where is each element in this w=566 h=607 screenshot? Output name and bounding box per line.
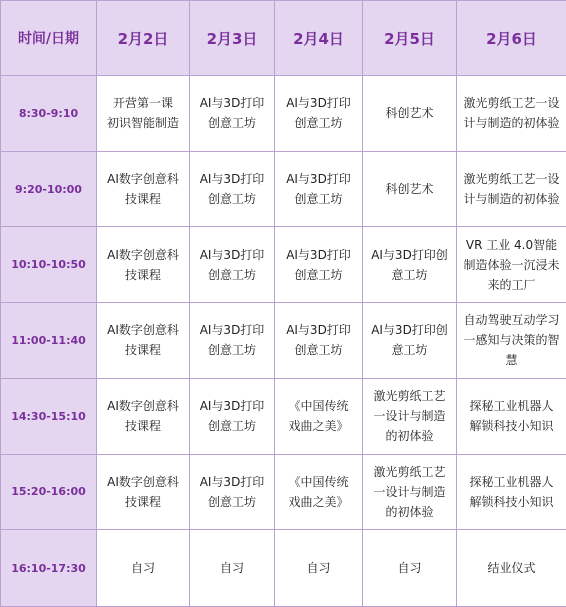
session-cell: AI与3D打印 创意工坊 bbox=[190, 227, 275, 303]
session-cell: AI与3D打印 创意工坊 bbox=[190, 151, 275, 227]
time-slot: 8:30-9:10 bbox=[1, 76, 97, 152]
table-row bbox=[1, 151, 566, 227]
session-cell: AI数字创意科 技课程 bbox=[97, 454, 190, 530]
date-header: 2月2日 bbox=[97, 1, 190, 76]
corner-header: 时间/日期 bbox=[1, 1, 97, 76]
session-cell: AI与3D打印创 意工坊 bbox=[363, 227, 457, 303]
session-cell: AI与3D打印 创意工坊 bbox=[190, 76, 275, 152]
session-cell: AI与3D打印 创意工坊 bbox=[190, 378, 275, 454]
date-header: 2月6日 bbox=[457, 1, 566, 76]
session-cell: 《中国传统 戏曲之美》 bbox=[275, 454, 363, 530]
session-cell: AI与3D打印 创意工坊 bbox=[275, 151, 363, 227]
session-cell: VR 工业 4.0智能 制造体验一沉浸未 来的工厂 bbox=[457, 227, 566, 303]
session-cell: 自习 bbox=[363, 530, 457, 607]
session-cell: 激光剪纸工艺 一设计与制造 的初体验 bbox=[363, 454, 457, 530]
session-cell: AI数字创意科 技课程 bbox=[97, 378, 190, 454]
date-header: 2月5日 bbox=[363, 1, 457, 76]
time-slot: 14:30-15:10 bbox=[1, 378, 97, 454]
session-cell: AI数字创意科 技课程 bbox=[97, 227, 190, 303]
date-header: 2月3日 bbox=[190, 1, 275, 76]
session-cell: 自习 bbox=[275, 530, 363, 607]
time-slot: 9:20-10:00 bbox=[1, 151, 97, 227]
session-cell: AI与3D打印 创意工坊 bbox=[190, 303, 275, 379]
table-row bbox=[1, 227, 566, 303]
time-slot: 10:10-10:50 bbox=[1, 227, 97, 303]
session-cell: 激光剪纸工艺一设 计与制造的初体验 bbox=[457, 151, 566, 227]
session-cell: 探秘工业机器人 解锁科技小知识 bbox=[457, 454, 566, 530]
session-cell: 科创艺术 bbox=[363, 76, 457, 152]
session-cell: 自习 bbox=[190, 530, 275, 607]
table-row bbox=[1, 303, 566, 379]
table-row bbox=[1, 76, 566, 152]
table-row bbox=[1, 454, 566, 530]
header-row bbox=[1, 1, 566, 76]
session-cell: 自习 bbox=[97, 530, 190, 607]
session-cell: 自动驾驶互动学习 一感知与决策的智 慧 bbox=[457, 303, 566, 379]
session-cell: AI与3D打印创 意工坊 bbox=[363, 303, 457, 379]
session-cell: AI数字创意科 技课程 bbox=[97, 151, 190, 227]
time-slot: 16:10-17:30 bbox=[1, 530, 97, 607]
date-header: 2月4日 bbox=[275, 1, 363, 76]
session-cell: 激光剪纸工艺 一设计与制造 的初体验 bbox=[363, 378, 457, 454]
session-cell: AI与3D打印 创意工坊 bbox=[275, 227, 363, 303]
time-slot: 15:20-16:00 bbox=[1, 454, 97, 530]
session-cell: 开营第一课 初识智能制造 bbox=[97, 76, 190, 152]
session-cell: 探秘工业机器人 解锁科技小知识 bbox=[457, 378, 566, 454]
table-row bbox=[1, 378, 566, 454]
session-cell: 科创艺术 bbox=[363, 151, 457, 227]
table-row bbox=[1, 530, 566, 607]
session-cell: 《中国传统 戏曲之美》 bbox=[275, 378, 363, 454]
session-cell: 结业仪式 bbox=[457, 530, 566, 607]
session-cell: AI与3D打印 创意工坊 bbox=[275, 303, 363, 379]
session-cell: AI与3D打印 创意工坊 bbox=[275, 76, 363, 152]
session-cell: AI数字创意科 技课程 bbox=[97, 303, 190, 379]
time-slot: 11:00-11:40 bbox=[1, 303, 97, 379]
session-cell: 激光剪纸工艺一设 计与制造的初体验 bbox=[457, 76, 566, 152]
session-cell: AI与3D打印 创意工坊 bbox=[190, 454, 275, 530]
